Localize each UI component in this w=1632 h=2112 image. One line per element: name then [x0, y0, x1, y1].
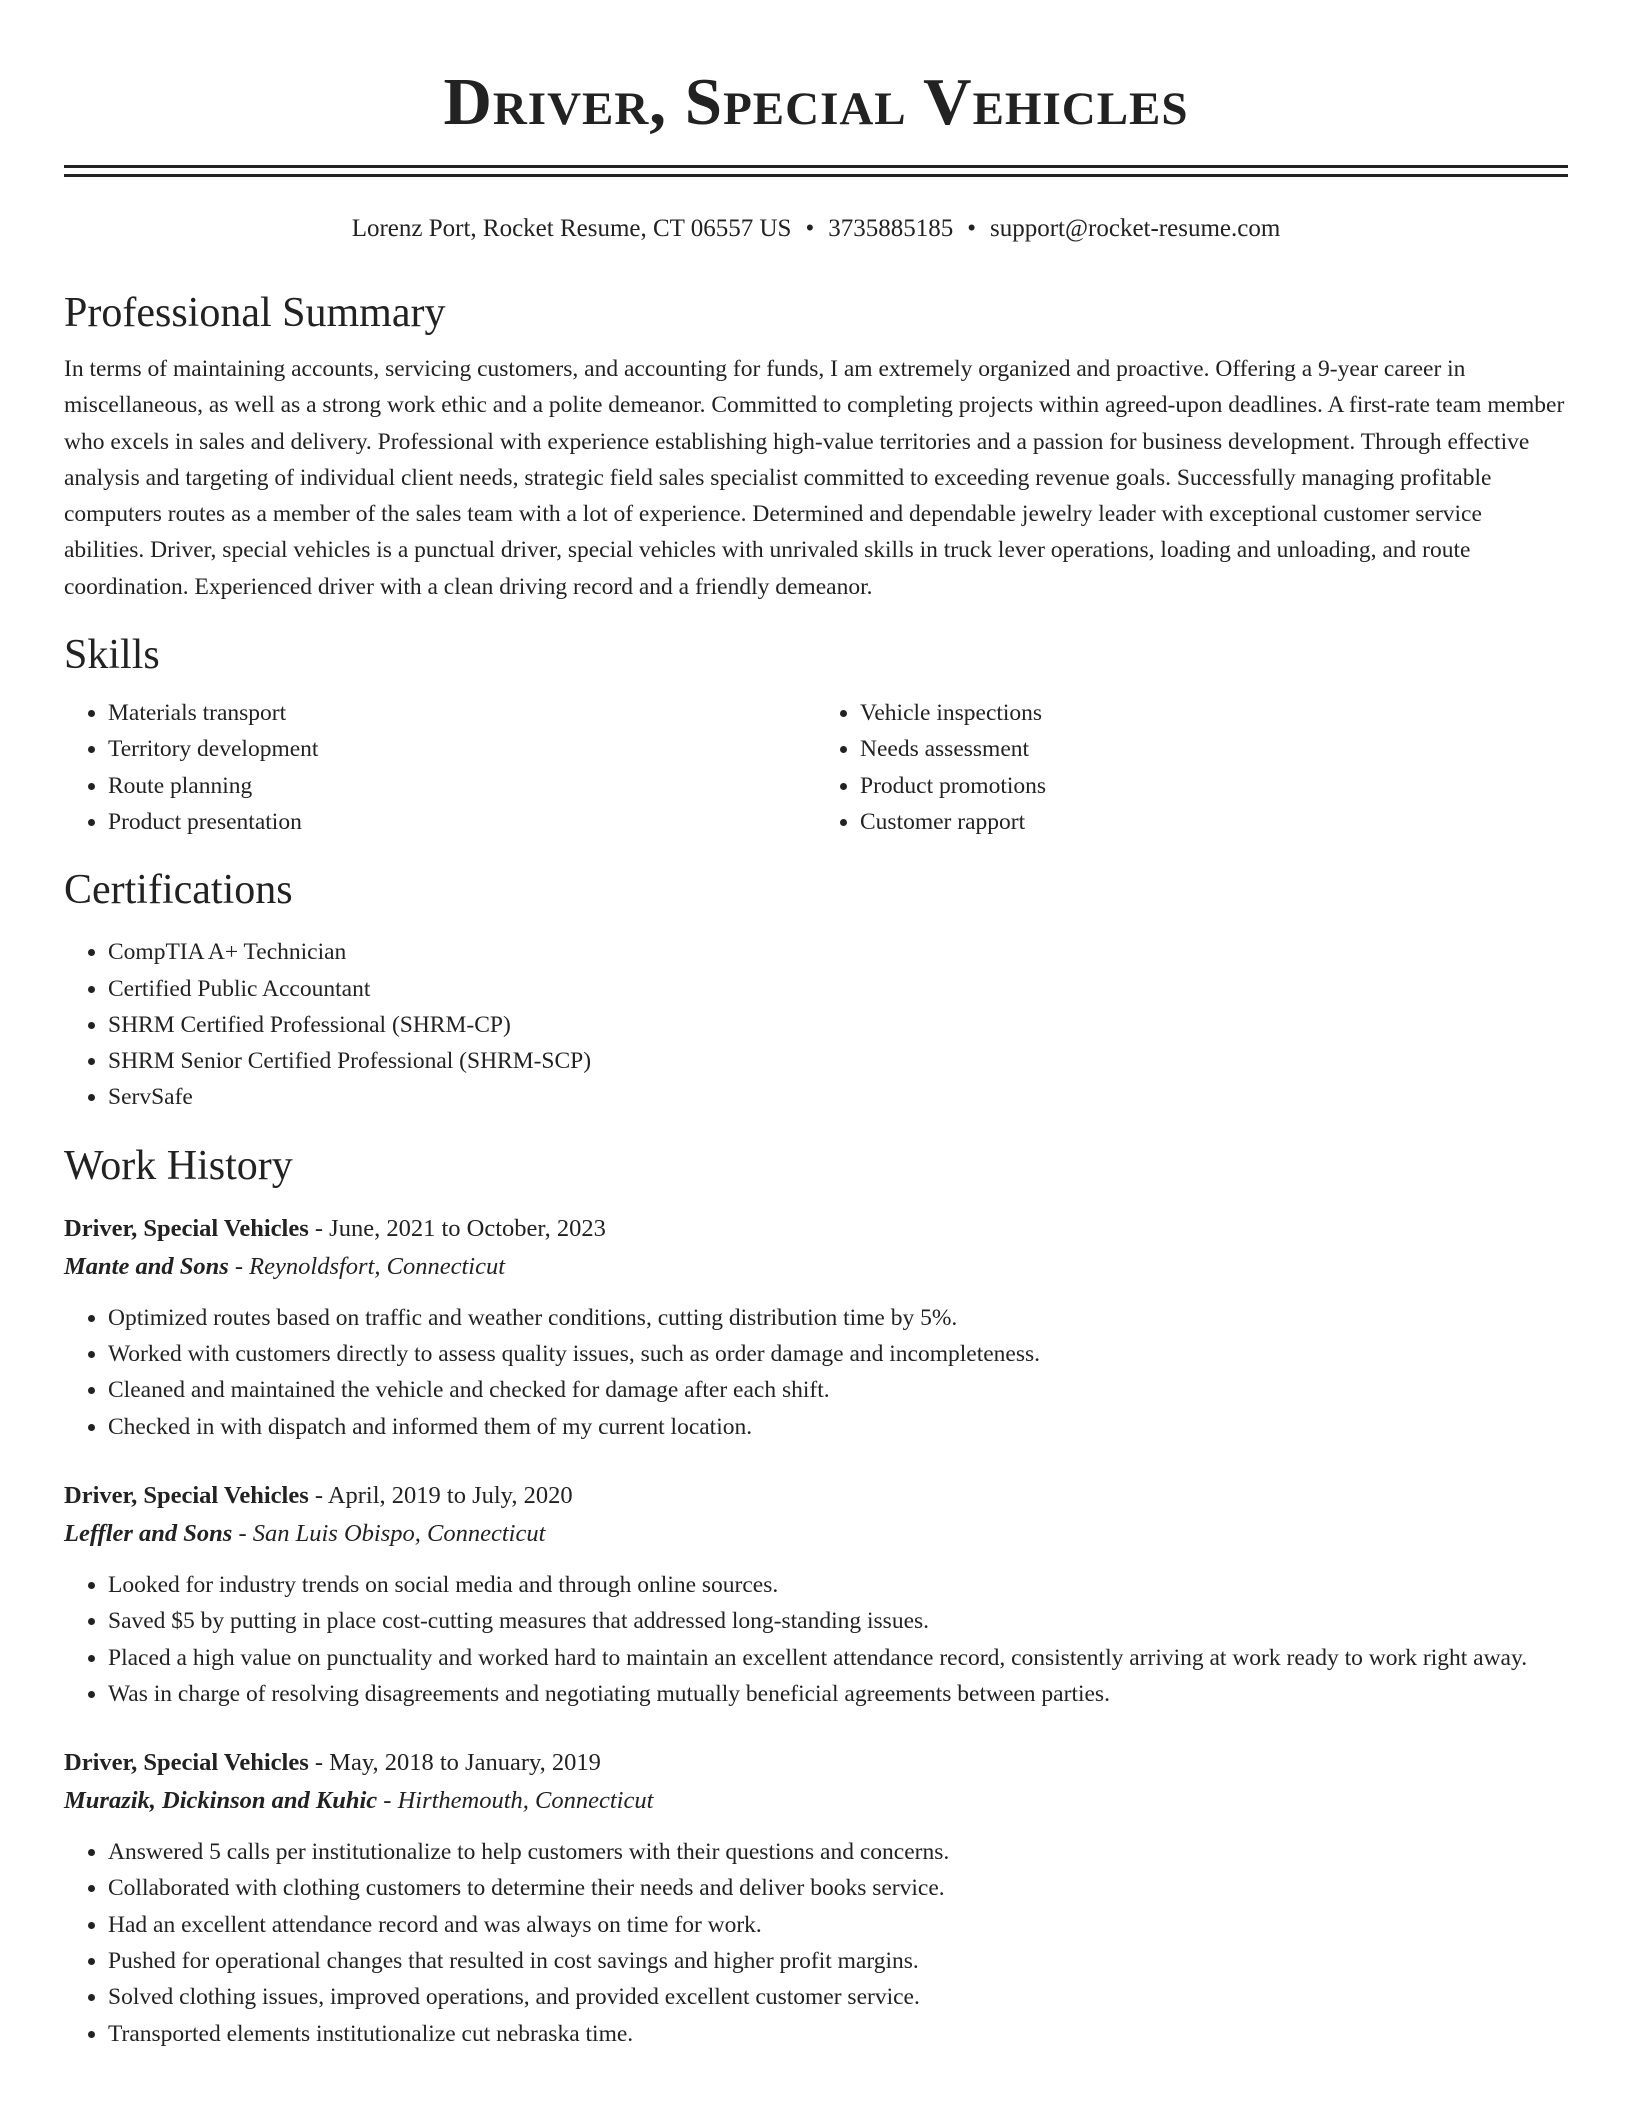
skills-list-left — [64, 695, 816, 840]
job-dates: - May, 2018 to January, 2019 — [308, 1749, 601, 1777]
job-entry — [64, 1210, 1568, 1445]
title-divider-bottom — [64, 174, 1568, 177]
job-bullet: • Answered 5 calls per institutionalize to help customers with their questions and concerns. — [108, 1834, 1568, 1870]
certifications-list — [64, 934, 1568, 1115]
contact-separator: • — [967, 215, 976, 242]
job-bullet: • Optimized routes based on traffic and weather conditions, cutting distribution time by 5%. — [108, 1300, 1568, 1336]
job-bullet: • Was in charge of resolving disagreements and negotiating mutually beneficial agreements between parties. — [108, 1676, 1568, 1712]
job-bullet: • Transported elements institutionalize cut nebraska time. — [108, 2016, 1568, 2052]
job-dates: - April, 2019 to July, 2020 — [308, 1481, 573, 1509]
work-history-section — [64, 1140, 1568, 2052]
job-title-line — [64, 1210, 1568, 1248]
certification-item: • ServSafe — [108, 1079, 1568, 1115]
contact-separator: • — [805, 215, 815, 242]
title-divider-top — [64, 165, 1568, 168]
job-location: - Reynoldsfort, Connecticut — [228, 1252, 506, 1280]
certification-item: • SHRM Senior Certified Professional (SHRM-SCP) — [108, 1043, 1568, 1079]
skills-list-right — [816, 695, 1568, 840]
contact-line — [64, 213, 1568, 245]
job-bullet: • Looked for industry trends on social media and through online sources. — [108, 1567, 1568, 1603]
job-title: Driver, Special Vehicles — [64, 1749, 309, 1777]
job-bullets — [64, 1300, 1568, 1445]
skill-item: • Product promotions — [860, 768, 1568, 804]
resume-title: Driver, Special Vehicles — [443, 65, 1189, 139]
job-title: Driver, Special Vehicles — [64, 1481, 309, 1509]
skill-item: • Route planning — [108, 768, 816, 804]
skill-item: • Needs assessment — [860, 731, 1568, 767]
job-location: - Hirthemouth, Connecticut — [377, 1787, 654, 1815]
job-bullet: • Cleaned and maintained the vehicle and checked for damage after each shift. — [108, 1372, 1568, 1408]
job-title-line — [64, 1477, 1568, 1515]
job-bullets — [64, 1567, 1568, 1712]
certifications-section — [64, 864, 1568, 1115]
summary-section — [64, 287, 1568, 605]
job-company-line — [64, 1515, 1568, 1553]
job-bullet: • Pushed for operational changes that resulted in cost savings and higher profit margins. — [108, 1943, 1568, 1979]
job-dates: - June, 2021 to October, 2023 — [308, 1214, 606, 1242]
job-bullet: • Checked in with dispatch and informed them of my current location. — [108, 1409, 1568, 1445]
contact-email: support@rocket-resume.com — [990, 215, 1281, 242]
contact-address: Lorenz Port, Rocket Resume, CT 06557 US — [351, 215, 792, 242]
skill-item: • Customer rapport — [860, 804, 1568, 840]
summary-heading: Professional Summary — [64, 290, 446, 336]
job-entry — [64, 1744, 1568, 2052]
job-bullet: • Collaborated with clothing customers to determine their needs and deliver books service. — [108, 1870, 1568, 1906]
job-bullet: • Solved clothing issues, improved operations, and provided excellent customer service. — [108, 1979, 1568, 2015]
job-bullet: • Saved $5 by putting in place cost-cutting measures that addressed long-standing issues. — [108, 1603, 1568, 1639]
certification-item: • SHRM Certified Professional (SHRM-CP) — [108, 1007, 1568, 1043]
job-bullet: • Had an excellent attendance record and was always on time for work. — [108, 1907, 1568, 1943]
skill-item: • Materials transport — [108, 695, 816, 731]
job-bullets — [64, 1834, 1568, 2052]
job-title-line — [64, 1744, 1568, 1782]
contact-phone: 3735885185 — [828, 215, 954, 242]
skill-item: • Product presentation — [108, 804, 816, 840]
job-company-line — [64, 1782, 1568, 1820]
certification-item: • CompTIA A+ Technician — [108, 934, 1568, 970]
skills-columns — [64, 695, 1568, 840]
job-company: Mante and Sons — [64, 1252, 229, 1280]
job-title: Driver, Special Vehicles — [64, 1214, 309, 1242]
job-entry — [64, 1477, 1568, 1712]
work-history-heading: Work History — [64, 1142, 293, 1189]
certifications-heading: Certifications — [64, 867, 293, 914]
job-bullet: • Placed a high value on punctuality and worked hard to maintain an excellent attendance record, consistently arriving at work ready to work right away. — [108, 1640, 1568, 1676]
certification-item: • Certified Public Accountant — [108, 971, 1568, 1007]
job-location: - San Luis Obispo, Connecticut — [232, 1519, 546, 1547]
job-company: Leffler and Sons — [64, 1519, 233, 1547]
job-bullet: • Worked with customers directly to assess quality issues, such as order damage and incompleteness. — [108, 1336, 1568, 1372]
job-company-line — [64, 1248, 1568, 1286]
skill-item: • Vehicle inspections — [860, 695, 1568, 731]
job-company: Murazik, Dickinson and Kuhic — [64, 1787, 378, 1815]
skills-heading: Skills — [64, 632, 160, 679]
summary-text: In terms of maintaining accounts, servicing customers, and accounting for funds, I am extremely organized and proactive. Offering a 9-year career in miscellaneous, as well as a strong work ethic and a polite demeanor. Committed to completing projects within agreed-upon deadlines. A first-rate team member who excels in sales and delivery. Professional with experience establishing high-value territories and a passion for business development. Through effective analysis and targeting of individual client needs, strategic field sales specialist committed to exceeding revenue goals. Successfully managing profitable computers routes as a member of the sales team with a lot of experience. Determined and dependable jewelry leader with exceptional customer service abilities. Driver, special vehicles is a punctual driver, special vehicles with unrivaled skills in truck lever operations, loading and unloading, and route coordination. Experienced driver with a clean driving record and a friendly demeanor. — [64, 356, 1565, 600]
skills-section — [64, 629, 1568, 840]
skill-item: • Territory development — [108, 731, 816, 767]
